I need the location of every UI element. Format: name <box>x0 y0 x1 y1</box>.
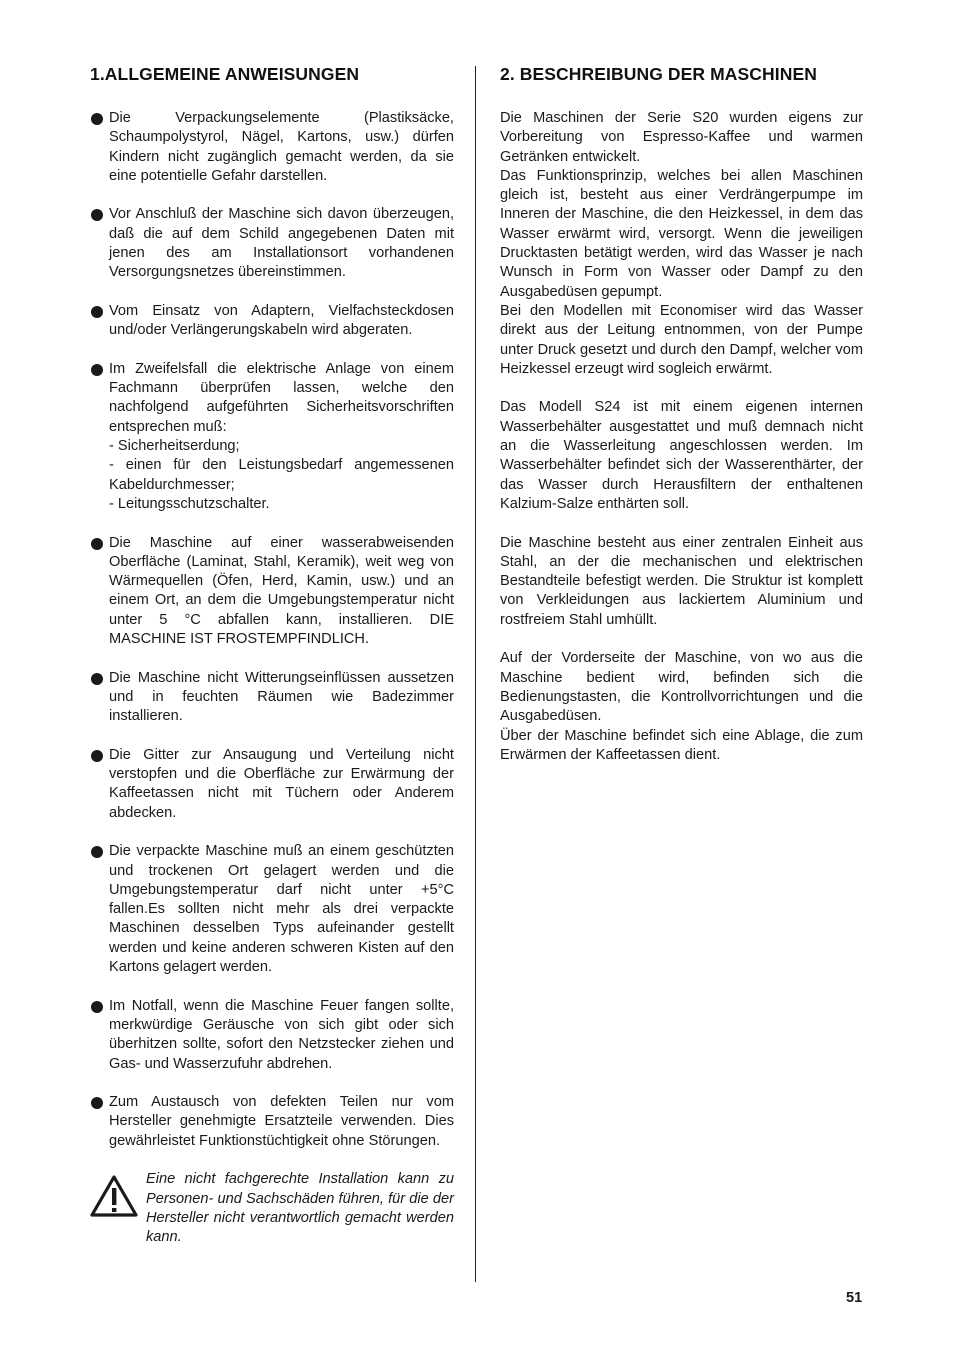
list-item <box>90 669 454 727</box>
bullet-icon <box>91 209 103 221</box>
bullet-icon <box>91 1001 103 1013</box>
paragraph: Das Modell S24 ist mit einem eigenen internen Wasserbehälter ausgestattet und muß demnach nicht an die Wasserleitung angeschlossen werden. Im Wasserbehälter befindet sich der Wasserenthärter, der das Wasser durch Herausfiltern der enthaltenen Kalzium-Salze enthärten soll. <box>500 399 863 512</box>
paragraph: Auf der Vorderseite der Maschine, von wo aus die Maschine bedient wird, befinden sich die Bedienungstasten, die Kontrollvorrichtungen und die Ausgabedüsen. <box>500 650 863 725</box>
page-number: 51 <box>846 1290 863 1306</box>
instruction-list <box>90 109 454 1151</box>
bullet-icon <box>91 750 103 762</box>
list-item <box>90 109 454 186</box>
list-item-text: - Sicherheitserdung; <box>109 438 240 455</box>
list-item-text: Vor Anschluß der Maschine sich davon überzeugen, daß die auf dem Schild angegebenen Daten mit jenen des am Installationsort vorhandenen Versorgungsnetzes übereinstimmen. <box>109 206 454 281</box>
column-divider <box>475 66 476 1282</box>
paragraph: Bei den Modellen mit Economiser wird das Wasser direkt aus der Leitung entnommen, von der Pumpe unter Druck gesetzt und durch den Dampf, welcher vom Heizkessel erzeugt wird sogleich erwärmt. <box>500 302 863 377</box>
paragraph: Über der Maschine befindet sich eine Ablage, die zum Erwärmen der Kaffeetassen dient. <box>500 727 863 763</box>
paragraph: Das Funktionsprinzip, welches bei allen Maschinen gleich ist, besteht aus einer Verdrängerpumpe im Inneren der Maschine, die den Heizkessel, in dem das Wasser erwärmt wird, versorgt. Wenn die jeweiligen Drucktasten betätigt werden, wird das Wasser je nach Wunsch in Form von Wasser oder Dampf zu den Ausgabedüsen gepumpt. <box>500 167 863 300</box>
list-item <box>90 360 454 514</box>
left-column <box>90 64 454 1248</box>
bullet-icon <box>91 364 103 376</box>
bullet-icon <box>91 1097 103 1109</box>
list-item-text: Die Verpackungselemente (Plastiksäcke, Schaumpolystyrol, Nägel, Kartons, usw.) dürfen Kindern nicht zugänglich gemacht werden, da sie eine potentielle Gefahr darstellen. <box>109 110 454 184</box>
section-title-general: 1.ALLGEMEINE ANWEISUNGEN <box>90 64 360 84</box>
list-item-text: Vom Einsatz von Adaptern, Vielfachsteckdosen und/oder Verlängerungskabeln wird abgeraten. <box>109 302 454 339</box>
bullet-icon <box>91 538 103 550</box>
list-item-text: Die Maschine auf einer wasserabweisenden Oberfläche (Laminat, Stahl, Keramik), weit weg von Wärmequellen (Öfen, Herd, Kamin, usw.) und an einem Ort, an dem die Umgebungstemperatur nicht unter 5 °C abfallen kann, installieren. DIE MASCHINE IST FROSTEMPFINDLICH. <box>109 534 454 648</box>
list-item-text: Im Notfall, wenn die Maschine Feuer fangen sollte, merkwürdige Geräusche von sich gibt oder sich überhitzen sollte, sofort den Netzstecker ziehen und Gas- und Wasserzufuhr abdrehen. <box>109 997 454 1072</box>
description-text <box>500 109 863 765</box>
list-item <box>90 302 454 341</box>
warning-triangle-icon <box>90 1174 138 1218</box>
list-item <box>90 205 454 282</box>
list-item <box>90 746 454 823</box>
list-item <box>90 1093 454 1151</box>
list-item-text: Die Maschine nicht Witterungseinflüssen aussetzen und in feuchten Räumen wie Badezimmer installieren. <box>109 669 454 725</box>
section-title-description: 2. BESCHREIBUNG DER MASCHINEN <box>500 64 817 84</box>
paragraph: Die Maschinen der Serie S20 wurden eigens zur Vorbereitung von Espresso-Kaffee und warmen Getränken entwickelt. <box>500 110 863 165</box>
list-item <box>90 534 454 650</box>
list-item-text: Im Zweifelsfall die elektrische Anlage von einem Fachmann überprüfen lassen, welche den nachfolgend aufgeführten Sicherheitsvorschriften entsprechen muß: <box>109 360 454 435</box>
warning-text: Eine nicht fachgerechte Installation kann zu Personen- und Sachschäden führen, für die der Hersteller nicht verantwortlich gemacht werden kann. <box>146 1171 454 1246</box>
list-item-text: - Leitungsschutzschalter. <box>109 495 270 512</box>
list-item <box>90 997 454 1074</box>
warning-note <box>90 1170 454 1247</box>
right-column <box>500 64 863 765</box>
bullet-icon <box>91 846 103 858</box>
bullet-icon <box>91 306 103 318</box>
paragraph: Die Maschine besteht aus einer zentralen Einheit aus Stahl, an der die mechanischen und elektrischen Bestandteile befestigt werden. Die Struktur ist komplett von Verkleidungen aus lackiertem Aluminium und rostfreiem Stahl umhüllt. <box>500 534 863 628</box>
list-item-text: Die Gitter zur Ansaugung und Verteilung nicht verstopfen und die Oberfläche zur Erwärmung der Kaffeetassen nicht mit Tüchern oder Anderem abdecken. <box>109 746 454 821</box>
list-item-text: Die verpackte Maschine muß an einem geschützten und trockenen Ort gelagert werden und die Umgebungstemperatur darf nicht unter +5°C fallen.Es sollten nicht mehr als drei verpackte Maschinen desselben Typs aufeinander gestellt werden und keine anderen schweren Kisten auf den Kartons gelagert werden. <box>109 843 454 976</box>
list-item-text: Zum Austausch von defekten Teilen nur vom Hersteller genehmigte Ersatzteile verwenden. Dies gewährleistet Funktionstüchtigkeit ohne Störungen. <box>109 1094 454 1149</box>
list-item-text: - einen für den Leistungsbedarf angemessenen Kabeldurchmesser; <box>109 457 454 493</box>
bullet-icon <box>91 113 103 125</box>
list-item <box>90 842 454 977</box>
bullet-icon <box>91 673 103 685</box>
